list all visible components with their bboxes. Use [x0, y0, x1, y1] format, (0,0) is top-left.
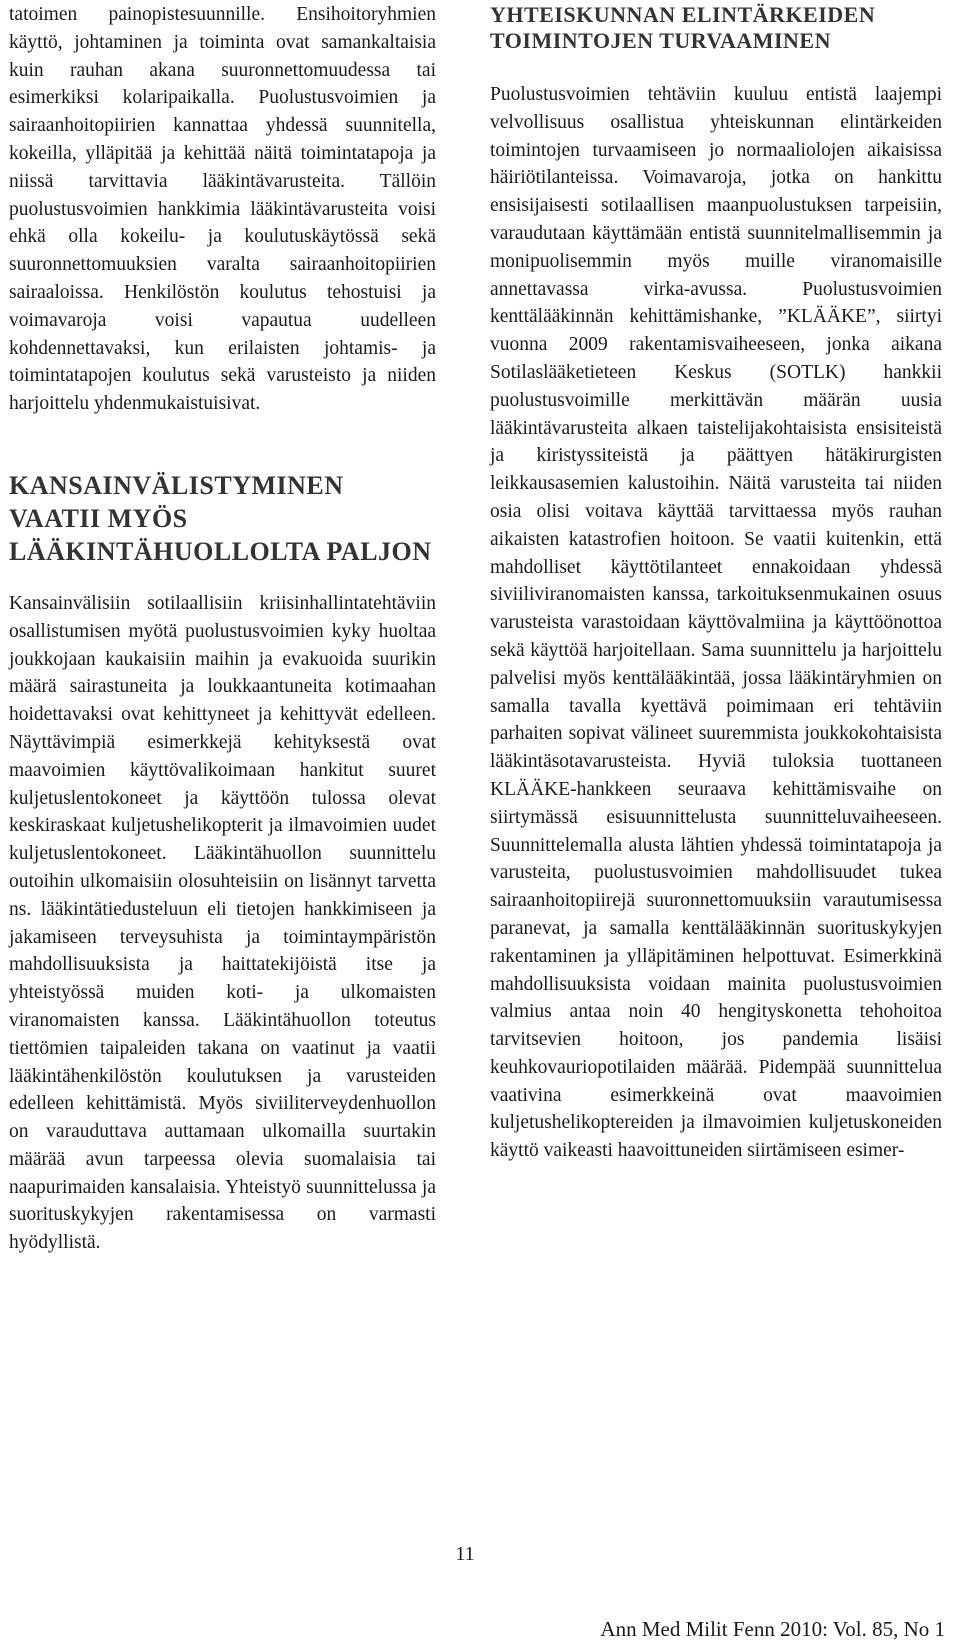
- right-paragraph-vital-functions: Puolustusvoimien tehtäviin kuuluu entistä laajempi velvollisuus osallistua yhteiskunnan elintärkeiden toimintojen turvaamiseen jo normaaliolojen aikaisissa häiriötilanteissa. Voimavaroja, jotka on hankittu ensisijaisesti sotilaallisen maanpuolustuksen tarpeisiin, varaudutaan käyttämään entistä suunnitelmallisemmin ja monipuolisemmin myös muille viranomaisille annettavassa virka-avussa. Puolustusvoimien kenttälääkinnän kehittämishanke, ”KLÄÄKE”, siirtyi vuonna 2009 rakentamisvaiheeseen, jonka aikana Sotilaslääketieteen Keskus (SOTLK) hankkii puolustusvoimille merkittävän määrän uusia lääkintävarusteita alkaen taistelijakohtaisista ensisiteistä ja kiristyssiteistä ja päättyen hätäkirurgisten leikkausasemien kalustoihin. Näitä varusteita tai niiden osia olisi voitava käyttää tarvittaessa myös rauhan aikaisten katastrofien hoitoon. Se vaatii kuitenkin, että mahdolliset käyttötilanteet ennakoidaan yhdessä siviiliviranomaisten kanssa, tarkoituksenmukainen osuus varusteista varastoidaan käyttövalmiina ja käyttöönottoa sekä käyttöä harjoitellaan. Sama suunnittelu ja harjoittelu palvelisi myös kenttälääkintää, jossa lääkintäryhmien on samalla tavalla kyettävä poimimaan eri tehtäviin parhaiten sopivat välineet suuremmista joukkokohtaisista lääkintäsotavarusteista. Hyviä tuloksia tuottaneen KLÄÄKE-hankkeen seuraava kehittämisvaihe on siirtymässä esisuunnittelusta suunnitteluvaiheeseen. Suunnittelemalla alusta lähtien yhdessä toimintatapoja ja varusteita, puolustusvoimien mahdollisuudet tukea sairaanhoitopiirejä suuronnettomuuksiin varautumisessa paranevat, ja samalla kenttälääkinnän suorituskykyjen rakentaminen ja ylläpitäminen helpottuvat. Esimerkkinä mahdollisuuksista voidaan mainita puolustusvoimien valmius antaa noin 40 hengityskonetta tehohoitoa tarvitsevien hoitoon, jos pandemia lisäisi keuhkovauriopotilaiden määrää. Pidempää suunnittelua vaativina esimerkkeinä ovat maavoimien kuljetushelikoptereiden ja ilmavoimien kuljetuskoneiden käyttö vaikeasti haavoittuneiden siirtämiseen esimer-: [490, 84, 942, 1162]
- journal-reference: Ann Med Milit Fenn 2010: Vol. 85, No 1: [600, 1617, 945, 1641]
- left-paragraph-internationalization: Kansainvälisiin sotilaallisiin kriisinhallintatehtäviin osallistumisen myötä puolustusvoimien kyky huoltaa joukkojaan kaukaisiin maihin ja evakuoida suurikin määrä sairastuneita ja loukkaantuneita kotimaahan hoidettavaksi ovat kehittyneet ja kehittyvät edelleen. Näyttävimpiä esimerkkejä kehityksestä ovat maavoimien käyttövalikoimaan hankitut suuret kuljetuslentokoneet ja käyttöön tulossa olevat keskiraskaat kuljetushelikopterit ja ilmavoimien uudet kuljetuslentokoneet. Lääkintähuollon suunnittelu outoihin ulkomaisiin olosuhteisiin on lisännyt tarvetta ns. lääkintätiedusteluun eli tietojen hankkimiseen ja jakamiseen terveysuhista ja toimintaympäristön mahdollisuuksista ja haittatekijöistä itse ja yhteistyössä muiden koti- ja ulkomaisten viranomaisten kanssa. Lääkintähuollon toteutus tiettömien taipaleiden takana on vaatinut ja vaatii lääkintähenkilöstön koulutuksen ja varusteiden edelleen kehittämistä. Myös siviiliterveydenhuollon on varauduttava auttamaan ulkomailla suurtakin määrää avun tarpeessa olevia suomalaisia tai naapurimaiden kansalaisia. Yhteistyö suunnittelussa ja suorituskykyjen rakentamisessa on varmasti hyödyllistä.: [9, 592, 436, 1254]
- section-heading-vital-functions: YHTEISKUNNAN ELINTÄRKEIDEN TOIMINTOJEN TURVAAMINEN: [490, 2, 876, 53]
- section-heading-internationalization: KANSAINVÄLISTYMINEN VAATII MYÖS LÄÄKINTÄHUOLLOLTA PALJON: [9, 470, 432, 566]
- page-number: 11: [455, 1543, 475, 1565]
- right-column: [490, 0, 942, 1165]
- left-paragraph-intro: tatoimen painopistesuunnille. Ensihoitoryhmien käyttö, johtaminen ja toiminta ovat samankaltaisia kuin rauhan akana suuronnettomuudessa tai esimerkiksi kolaripaikalla. Puolustusvoimien ja sairaanhoitopiirien kannattaa yhdessä suunnitella, kokeilla, ylläpitää ja kehittää näitä toimintatapoja ja niissä tarvittavia lääkintävarusteita. Tällöin puolustusvoimien hankkimia lääkintävarusteita voisi ehkä olla kokeilu- ja koulutuskäytössä sekä suuronnettomuuksien varalta sairaanhoitopiirien sairaaloissa. Henkilöstön koulutus tehostuisi ja voimavaroja voisi vapautua uudelleen kohdennettavaksi, kun erilaisten johtamis- ja toimintatapojen koulutus sekä varusteisto ja niiden harjoittelu yhdenmukaistuisivat.: [9, 4, 436, 415]
- left-column: [9, 0, 436, 1257]
